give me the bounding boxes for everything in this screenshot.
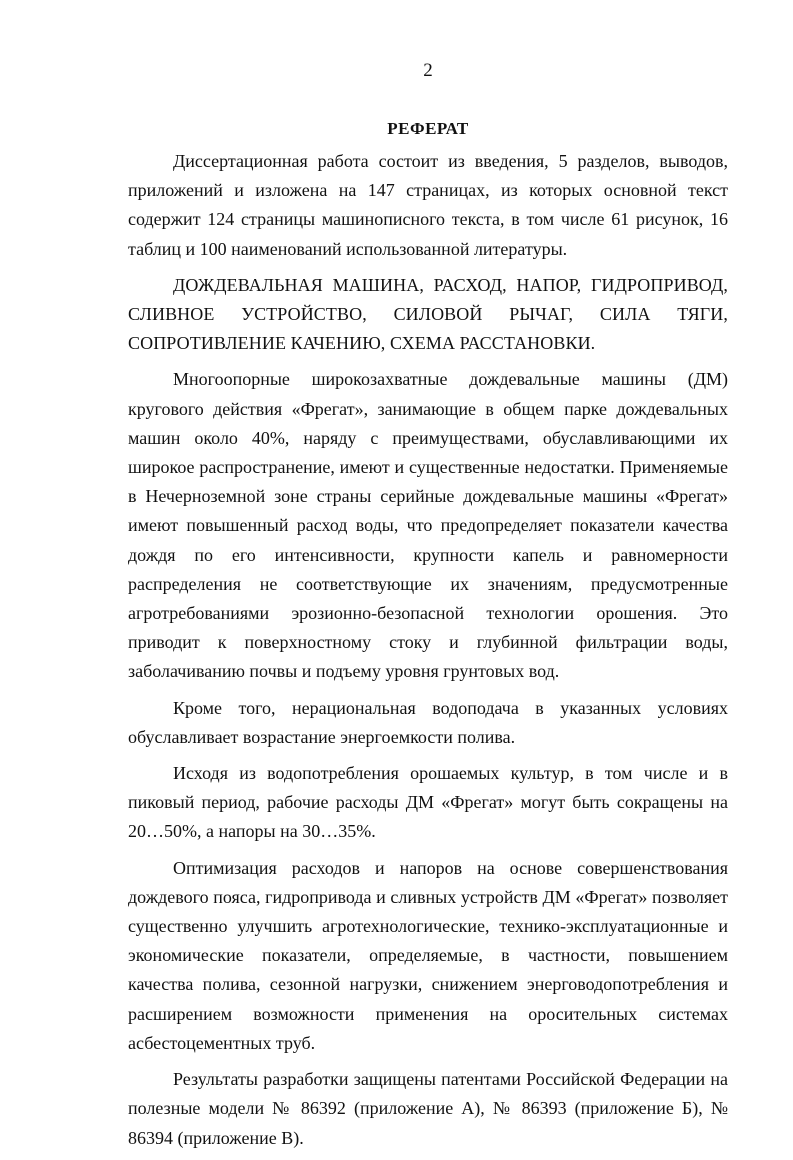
- paragraph-patents: Результаты разработки защищены патентами Российской Федерации на полезные модели № 86392 (приложение А), № 86393 (приложение Б), № 86394 (приложение В).: [128, 1069, 728, 1148]
- paragraph-problem: Многоопорные широкозахватные дождевальные машины (ДМ) кругового действия «Фрегат», занимающие в общем парке дождевальных машин около 40%, наряду с преимуществами, обуславливающими их широкое распространение, имеют и существенные недостатки. Применяемые в Нечерноземной зоне страны серийные дождевальные машины «Фрегат» имеют повышенный расход воды, что предопределяет показатели качества дождя по его интенсивности, крупности капель и равномерности распределения не соответствующие их значениям, предусмотренные агротребованиями эрозионно-безопасной технологии орошения. Это приводит к поверхностному стоку и глубинной фильтрации воды, заболачиванию почвы и подъему уровня грунтовых вод.: [128, 369, 728, 682]
- paragraph-optimization: Оптимизация расходов и напоров на основе совершенствования дождевого пояса, гидропривода и сливных устройств ДМ «Фрегат» позволяет существенно улучшить агротехнологические, технико-эксплуатационные и экономические показатели, определяемые, в частности, повышением качества полива, сезонной нагрузки, снижением энерговодопотребления и расширением возможности применения на оросительных системах асбестоцементных труб.: [128, 857, 728, 1053]
- paragraph-reduction: Исходя из водопотребления орошаемых культур, в том числе и в пиковый период, рабочие расходы ДМ «Фрегат» могут быть сокращены на 20…50%, а напоры на 30…35%.: [128, 763, 728, 842]
- document-page: [128, 0, 728, 1148]
- page-number: 2: [423, 60, 433, 81]
- paragraph-keywords: ДОЖДЕВАЛЬНАЯ МАШИНА, РАСХОД, НАПОР, ГИДРОПРИВОД, СЛИВНОЕ УСТРОЙСТВО, СИЛОВОЙ РЫЧАГ, СИЛА ТЯГИ, СОПРОТИВЛЕНИЕ КАЧЕНИЮ, СХЕМА РАССТАНОВКИ.: [128, 274, 728, 354]
- paragraph-structure: Диссертационная работа состоит из введения, 5 разделов, выводов, приложений и изложена на 147 страницах, из которых основной текст содержит 124 страницы машинописного текста, в том числе 61 рисунок, 16 таблиц и 100 наименований использованной литературы.: [128, 151, 728, 259]
- abstract-body: [128, 147, 728, 1160]
- section-heading: РЕФЕРАТ: [387, 119, 469, 138]
- paragraph-energy: Кроме того, нерациональная водоподача в указанных условиях обуславливает возрастание энергоемкости полива.: [128, 697, 728, 747]
